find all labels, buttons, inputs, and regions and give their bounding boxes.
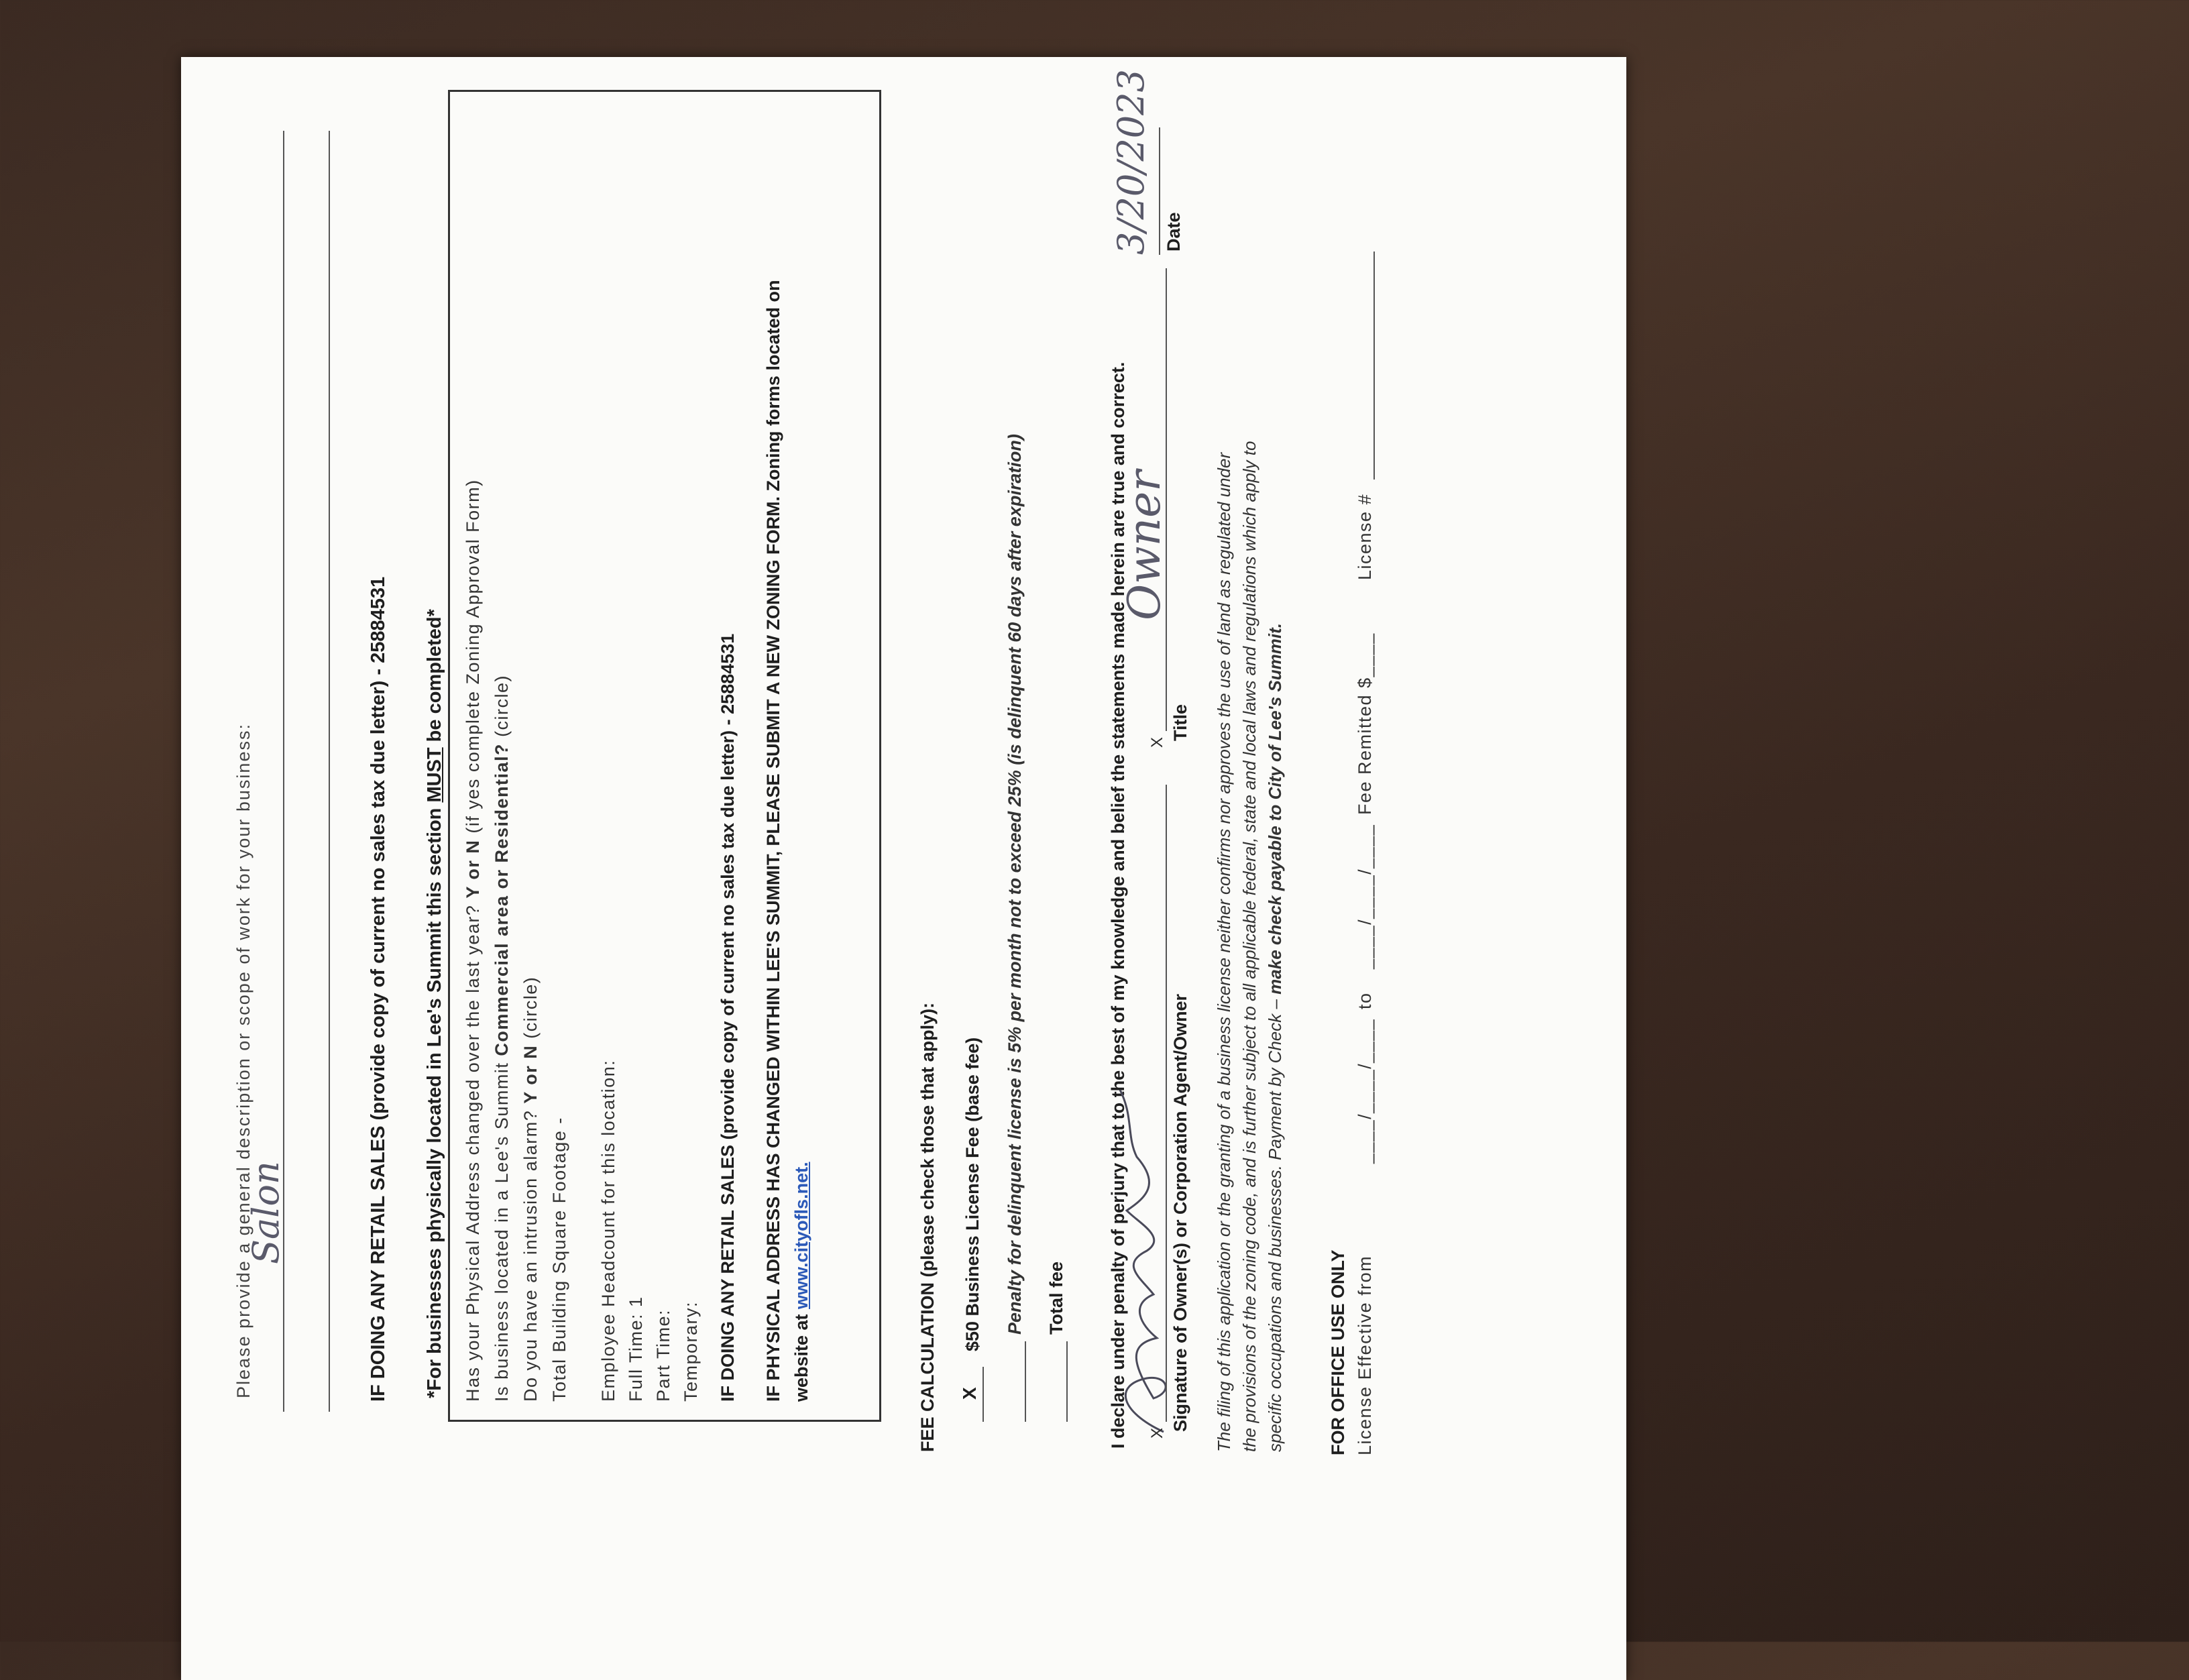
- effective-to-date[interactable]: ____/____/____: [1355, 824, 1375, 969]
- headcount-title: Employee Headcount for this location:: [598, 1059, 618, 1402]
- q-square-footage: Total Building Square Footage -: [549, 1117, 569, 1402]
- license-number-label: License #: [1355, 493, 1375, 580]
- q3-note: (circle): [520, 976, 541, 1045]
- fee-item3-label: Total fee: [1046, 1261, 1066, 1335]
- rotated-content: [181, 57, 1626, 1680]
- description-prompt: Please provide a general description or scope of work for your business:: [233, 723, 254, 1398]
- website-line: [791, 1162, 812, 1402]
- signature-x: X: [1148, 1427, 1166, 1439]
- retail-sales-notice-2: IF DOING ANY RETAIL SALES (provide copy of current no sales tax due letter) - 25884531: [718, 633, 738, 1402]
- title-x: X: [1148, 736, 1166, 748]
- q2-text: Is business located in a Lee's Summit: [492, 1056, 512, 1402]
- title-line[interactable]: [1166, 268, 1167, 731]
- q1-yn: Y or N: [463, 839, 483, 899]
- q3-text: Do you have an intrusion alarm?: [520, 1103, 541, 1402]
- description-handwritten: Salon: [245, 1161, 287, 1264]
- fee-item2-label: Penalty for delinquent license is 5% per month not to exceed 25% (is delinquent 60 days after expiration): [1005, 434, 1025, 1335]
- signature-line[interactable]: [1166, 785, 1167, 1422]
- description-line-2: [329, 131, 330, 1412]
- description-line-1: [283, 131, 284, 1412]
- fee-item2-blank[interactable]: [1025, 1341, 1026, 1422]
- disclaimer-line-2: the provisions of the zoning code, and is further subject to all applicable federal, state and local laws and regulations which apply to: [1239, 441, 1259, 1452]
- part-time-count: Part Time:: [653, 1308, 673, 1402]
- full-time-count: Full Time: 1: [626, 1296, 646, 1402]
- disclaimer-text: specific occupations and businesses. Payment by Check –: [1265, 994, 1285, 1452]
- office-use-heading: FOR OFFICE USE ONLY: [1328, 1249, 1348, 1455]
- fee-item1-label: $50 Business License Fee (base fee): [962, 1037, 983, 1351]
- fee-calculation-heading: FEE CALCULATION (please check those that apply):: [917, 1002, 938, 1452]
- retail-sales-notice-1: IF DOING ANY RETAIL SALES (provide copy of current no sales tax due letter) - 25884531: [368, 576, 389, 1402]
- fee-item1-blank: [983, 1367, 984, 1422]
- disclaimer-line-1: The filing of this application or the granting of a business license neither confirms nor approves the use of land as regulated under: [1214, 452, 1234, 1452]
- signature-label: Signature of Owner(s) or Corporation Agent/Owner: [1170, 993, 1190, 1432]
- q1-note: (if yes complete Zoning Approval Form): [463, 479, 483, 840]
- fee-item3-blank[interactable]: [1066, 1341, 1068, 1422]
- declaration-statement: I declare under penalty of perjury that to the best of my knowledge and belief the statements made herein are true and correct.: [1108, 361, 1128, 1449]
- q-address-changed: [463, 479, 484, 1402]
- disclaimer-line-3: [1265, 623, 1286, 1452]
- q2-options: Commercial area or Residential?: [492, 742, 512, 1056]
- q3-yn: Y or N: [520, 1044, 541, 1104]
- payable-to: make check payable to City of Lee's Summit.: [1265, 623, 1285, 995]
- date-handwritten: 3/20/2023: [1110, 69, 1152, 255]
- heading-text-end: be completed*: [424, 609, 445, 748]
- fee-item1-check[interactable]: X: [959, 1387, 980, 1400]
- lees-summit-section-box: [448, 90, 881, 1422]
- heading-text: *For businesses physically located in Lee's Summit this section: [424, 802, 445, 1398]
- to-label: to: [1355, 992, 1375, 1009]
- heading-must: MUST: [424, 747, 445, 803]
- address-change-notice: IF PHYSICAL ADDRESS HAS CHANGED WITHIN LEE'S SUMMIT, PLEASE SUBMIT A NEW ZONING FORM. Zoning forms located on: [763, 280, 783, 1402]
- document-page: [181, 57, 1626, 1680]
- q-area-type: [492, 675, 512, 1402]
- title-handwritten: Owner: [1119, 470, 1170, 620]
- temporary-count: Temporary:: [681, 1300, 701, 1402]
- q1-text: Has your Physical Address changed over the last year?: [463, 898, 483, 1402]
- lees-summit-heading: [424, 609, 446, 1398]
- title-label: Title: [1170, 704, 1190, 741]
- date-line[interactable]: [1159, 127, 1160, 255]
- signature-mark: [1100, 1063, 1180, 1439]
- date-label: Date: [1164, 212, 1184, 251]
- q-intrusion-alarm: [520, 976, 541, 1402]
- fee-remitted[interactable]: Fee Remitted $____: [1355, 632, 1375, 815]
- license-number-line[interactable]: [1373, 251, 1375, 480]
- q2-note: (circle): [492, 674, 512, 743]
- website-prefix: website at: [791, 1308, 811, 1402]
- effective-from-date[interactable]: ____/____/____: [1355, 1018, 1375, 1164]
- website-link[interactable]: www.cityofls.net.: [791, 1162, 811, 1309]
- license-effective-from-label: License Effective from: [1355, 1255, 1375, 1455]
